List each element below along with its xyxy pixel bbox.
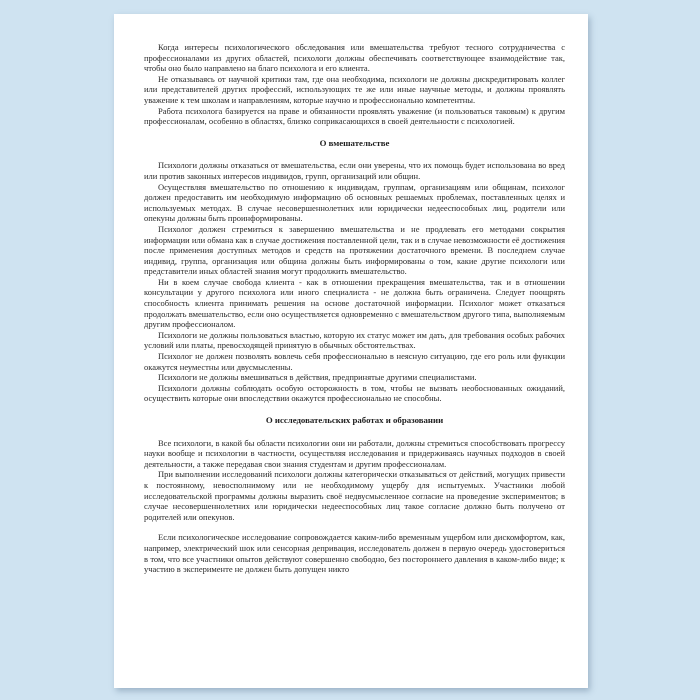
intervention-paragraph-5: Психологи не должны пользоваться властью, которую их статус может им дать, для требования особых рабочих условий или платы, превосходящей принятую в обычных обстоятельствах. (144, 329, 565, 351)
intro-paragraph-2: Не отказываясь от научной критики там, где она необходима, психологи не должны дискредитировать коллег или представителей других профессий, использующих те же или иные научные методы, и должны проявлять уважение к тем школам и направлениям, которые научно и профессионально компетентны. (144, 73, 565, 105)
intervention-paragraph-1: Психологи должны отказаться от вмешательства, если они уверены, что их помощь будет использована во вред или против законных интересов индивидов, групп, организаций или общин. (144, 160, 565, 181)
intervention-paragraph-7: Психологи не должны вмешиваться в действия, предпринятые другими специалистами. (158, 372, 477, 383)
section-title-research: О исследовательских работах и образовании (265, 415, 444, 425)
section-title-intervention: О вмешательстве (319, 137, 390, 148)
research-paragraph-2: При выполнении исследований психологи должны категорически отказываться от действий, могущих привести к постоянному, невосполнимому или не необходимому ущербу для испытуемых. Участники любой исследовательской программы должны выразить своё недвусмысленное согласие на проведение экспериментов; в случае несовершеннолетних или юридически недееспособных лиц такое согласие должно быть получено от родителей или опекунов. (144, 469, 565, 522)
intervention-paragraph-6: Психолог не должен позволять вовлечь себя профессионально в неясную ситуацию, где его роль или функции окажутся неуместны или двусмысленны. (144, 351, 565, 372)
document-content (144, 42, 565, 575)
intervention-paragraph-2: Осуществляя вмешательство по отношению к индивидам, группам, организациям или общинам, психолог должен предоставить им необходимую информацию об основных решаемых проблемах, поставленных целях и используемых методах. В случае несовершеннолетних или юридически недееспособных лиц, родители или опекуны должны быть проинформированы. (144, 181, 565, 224)
intro-paragraph-1: Когда интересы психологического обследования или вмешательства требуют тесного сотрудничества с профессионалами из других областей, психологи должны обеспечивать соответствующее взаимодействие так, чтобы оно было направлено на благо психолога и его клиента. (144, 42, 565, 74)
research-paragraph-3: Если психологическое исследование сопровождается каким-либо временным ущербом или дискомфортом, как, например, электрический шок или сенсорная депривация, исследователь должен в первую очередь удостовериться в том, что все участники опытов действуют совершенно свободно, без постороннего давления в каком-либо виде; к участию в эксперименте не должен быть допущен никто (144, 532, 565, 575)
intervention-paragraph-4: Ни в коем случае свобода клиента - как в отношении прекращения вмешательства, так и в отношении консультации у другого психолога или иного специалиста - не должна быть ограничена. Следует поощрять способность клиента принимать решения на основе достаточной информации. Психолог может отказаться продолжать вмешательство, если оно осуществляется одновременно с вмешательством другого типа, выполняемым другим профессионалом. (144, 276, 565, 330)
research-paragraph-1: Все психологи, в какой бы области психологии они ни работали, должны стремиться способствовать прогрессу науки вообще и психологии в частности, осуществляя исследования и придерживаясь научных подходов в своей деятельности, а также передавая свои знания студентам и другим профессионалам. (144, 437, 565, 469)
intervention-paragraph-8: Психологи должны соблюдать особую осторожность в том, чтобы не вызвать необоснованных ожиданий, осуществить которые они впоследствии окажутся профессионально не способны. (144, 382, 565, 404)
document-page (114, 14, 588, 688)
intro-paragraph-3: Работа психолога базируется на праве и обязанности проявлять уважение (и пользоваться таковым) к другим профессионалам, особенно в областях, близко соприкасающихся в своей деятельности с психологией. (144, 105, 565, 127)
intervention-paragraph-3: Психолог должен стремиться к завершению вмешательства и не продлевать его методами сокрытия информации или обмана как в случае достижения поставленной цели, так и в случае невозможности её достижения после применения доступных методов и средств на протяжении достаточного времени. В последнем случае индивид, группа, организация или община должны быть информированы о том, какие другие психологи или представители иных областей знания могут продолжить вмешательство. (144, 223, 566, 277)
